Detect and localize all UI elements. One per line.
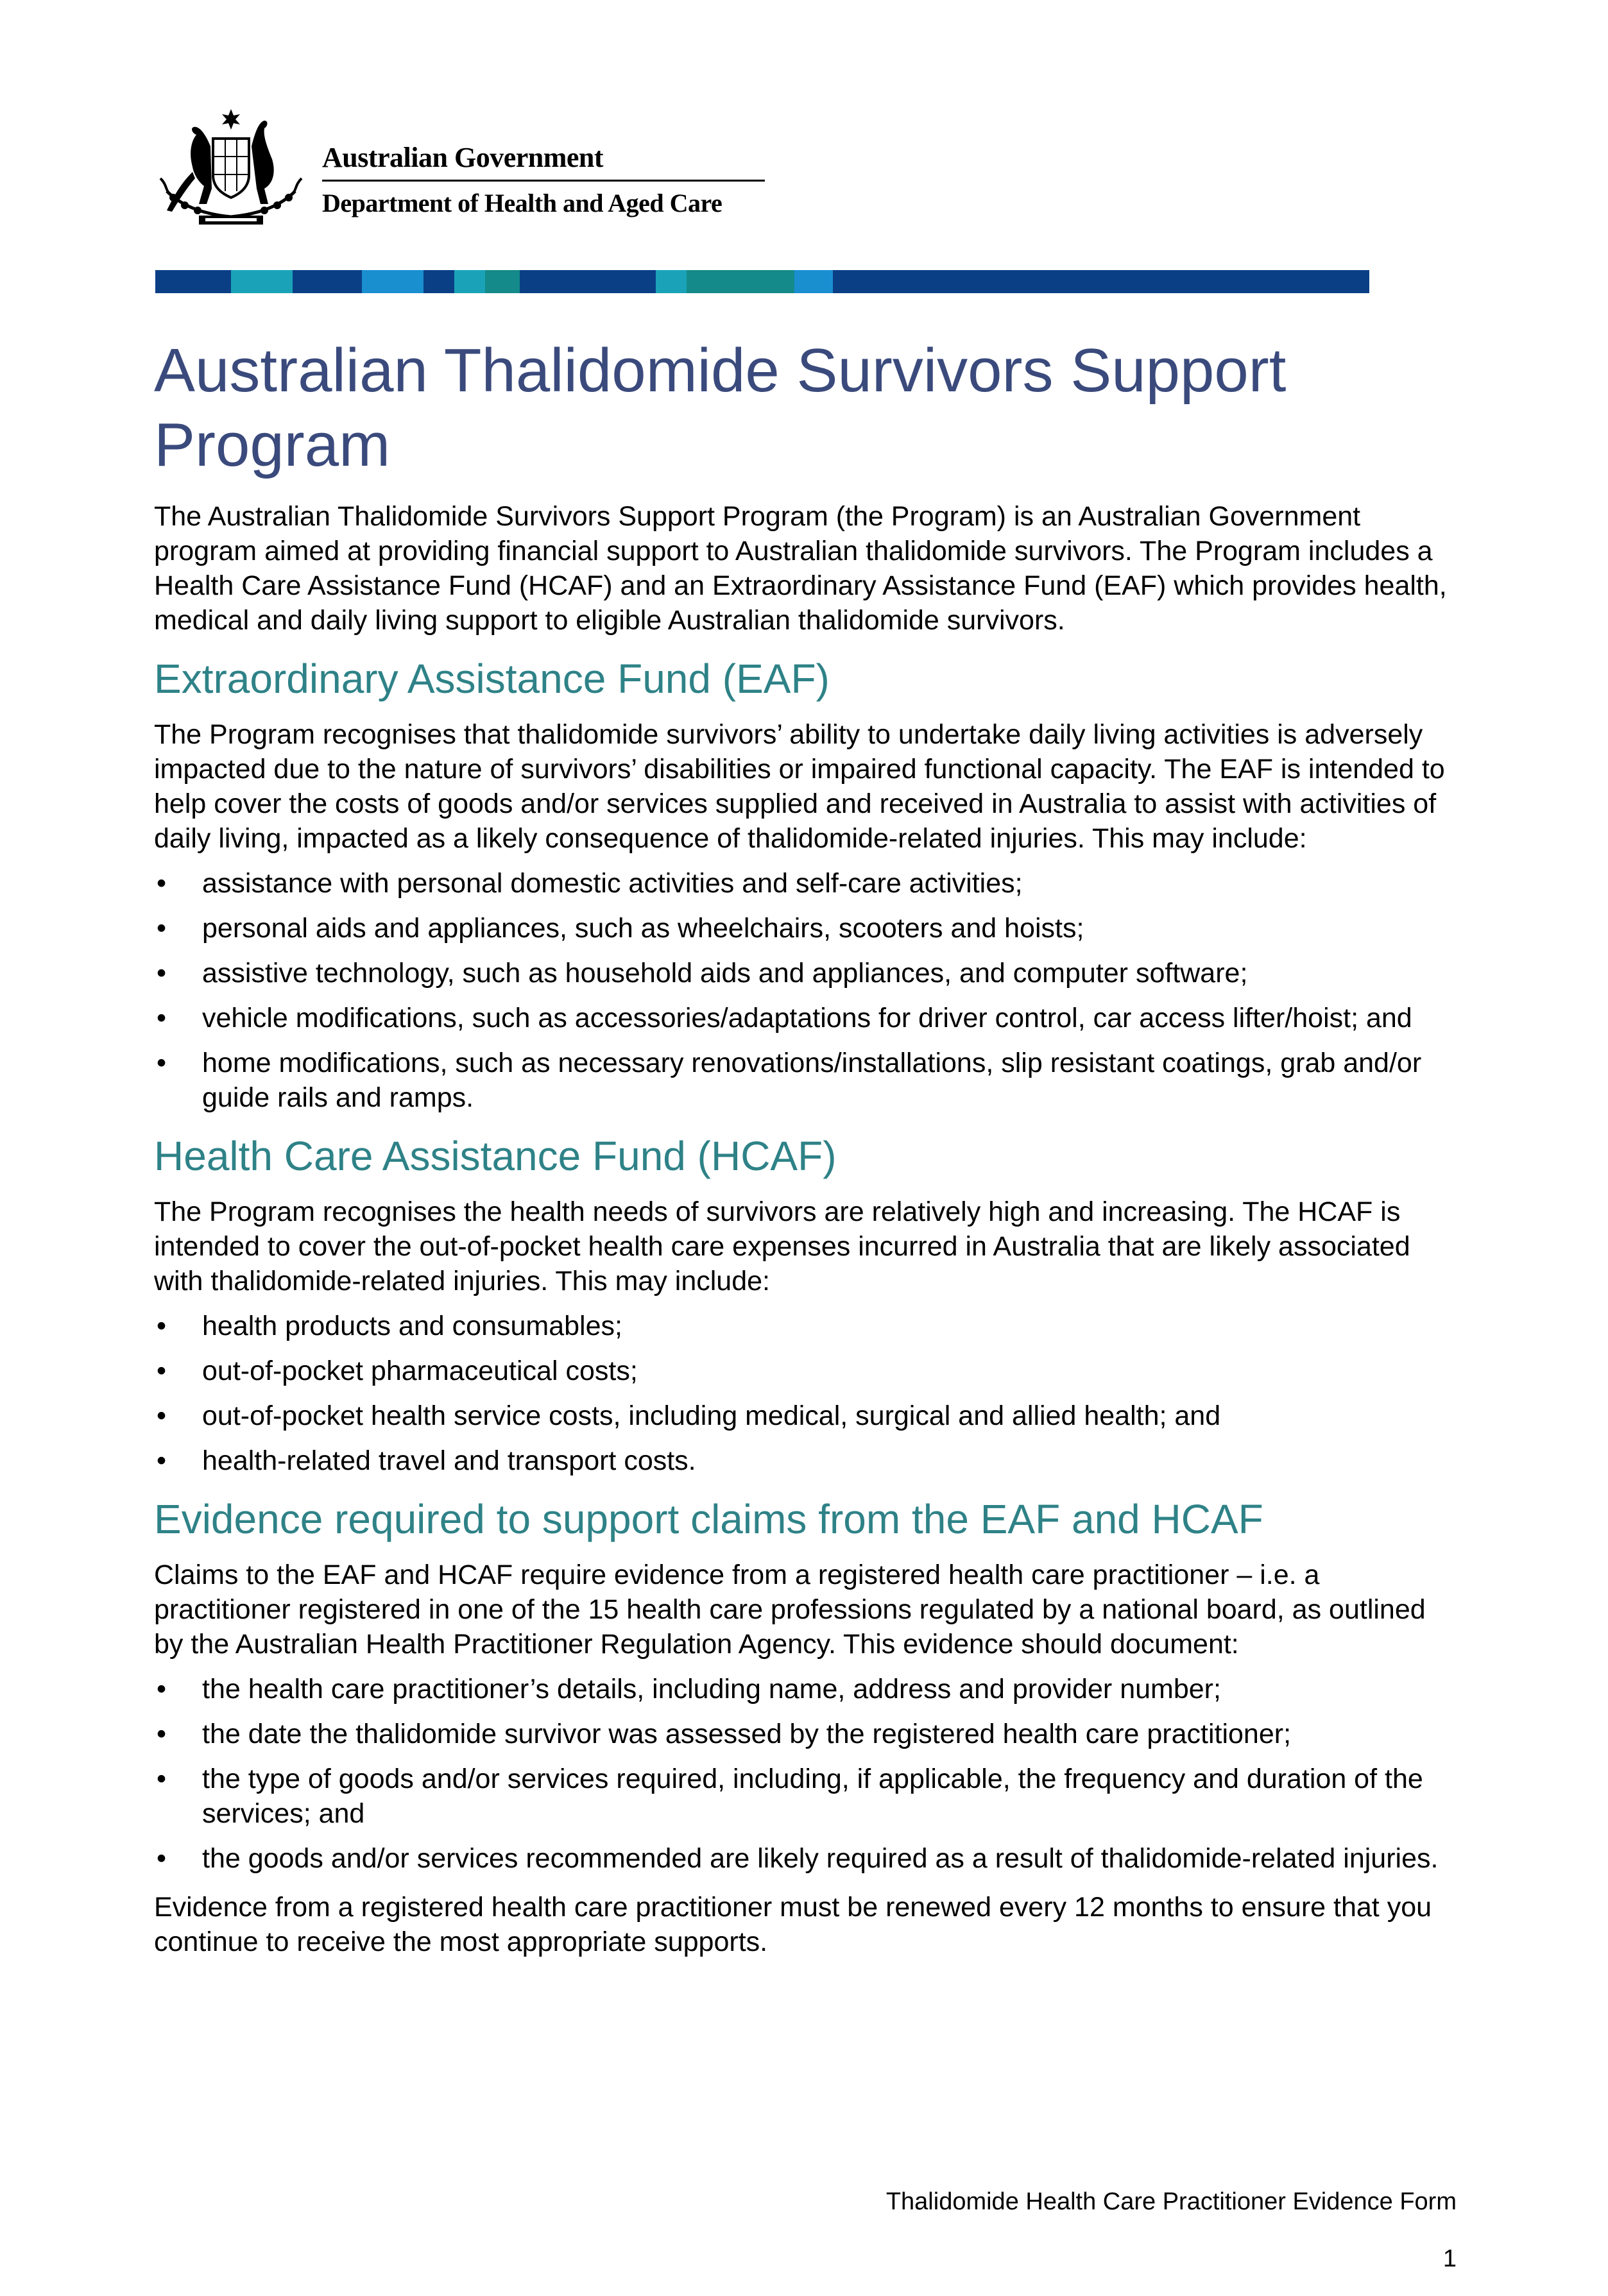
stripe-segment (656, 270, 687, 293)
hcaf-paragraph: The Program recognises the health needs of survivors are relatively high and increasing. The HCAF is intended to cover the out-of-pocket health care expenses incurred in Australia that are likely associated with thalidomide-related injuries. This may include: (154, 1196, 1410, 1297)
eaf-section (154, 653, 1457, 1115)
hcaf-section (154, 1130, 1457, 1478)
list-item: • the goods and/or services recommended are likely required as a result of thalidomide-related injuries. (154, 1841, 1457, 1876)
evidence-list (154, 1672, 1457, 1876)
stripe-segment (231, 270, 293, 293)
eaf-heading: Extraordinary Assistance Fund (EAF) (154, 656, 830, 702)
list-item: • health-related travel and transport costs. (154, 1443, 1457, 1478)
eaf-list (154, 866, 1457, 1115)
document-body (154, 334, 1457, 1959)
list-item: • the health care practitioner’s details, including name, address and provider number; (154, 1672, 1457, 1706)
stripe-segment (423, 270, 454, 293)
government-logo (154, 108, 770, 226)
stripe-segment (794, 270, 833, 293)
list-item: • assistance with personal domestic activities and self-care activities; (154, 866, 1457, 901)
department-name: Department of Health and Aged Care (322, 189, 723, 217)
intro-paragraph: The Australian Thalidomide Survivors Support Program (the Program) is an Australian Government program aimed at providing financial support to Australian thalidomide survivors. The Program includes a Health Care Assistance Fund (HCAF) and an Extraordinary Assistance Fund (EAF) which provides health, medical and daily living support to eligible Australian thalidomide survivors. (154, 501, 1447, 636)
hcaf-heading: Health Care Assistance Fund (HCAF) (154, 1133, 837, 1179)
logo-divider (322, 180, 765, 182)
page-number: 1 (1442, 2245, 1457, 2272)
evidence-paragraph: Claims to the EAF and HCAF require evidence from a registered health care practitioner – i.e. a practitioner registered in one of the 15 health care professions regulated by a national board, as outlined by the Australian Health Practitioner Regulation Agency. This evidence should document: (154, 1560, 1426, 1660)
stripe-segment (362, 270, 423, 293)
list-item: • assistive technology, such as household aids and appliances, and computer software; (154, 956, 1457, 991)
list-item: • home modifications, such as necessary renovations/installations, slip resistant coatings, grab and/or guide rails and ramps. (154, 1046, 1457, 1115)
stripe-segment (454, 270, 485, 293)
hcaf-list (154, 1309, 1457, 1478)
commonwealth-coat-of-arms-icon (154, 108, 308, 226)
evidence-heading: Evidence required to support claims from the EAF and HCAF (154, 1496, 1263, 1542)
list-item: • out-of-pocket pharmaceutical costs; (154, 1354, 1457, 1388)
stripe-segment (520, 270, 656, 293)
stripe-segment (687, 270, 794, 293)
government-name: Australian Government (322, 142, 604, 173)
list-item: • personal aids and appliances, such as wheelchairs, scooters and hoists; (154, 911, 1457, 946)
stripe-segment (833, 270, 1369, 293)
decorative-stripe (155, 270, 1369, 293)
stripe-segment (155, 270, 231, 293)
page-title: Australian Thalidomide Survivors Support Program (154, 336, 1287, 479)
stripe-segment (485, 270, 520, 293)
stripe-segment (293, 270, 362, 293)
list-item: • the type of goods and/or services required, including, if applicable, the frequency and duration of the services; and (154, 1762, 1457, 1831)
eaf-paragraph: The Program recognises that thalidomide survivors’ ability to undertake daily living activities is adversely impacted due to the nature of survivors’ disabilities or impaired functional capacity. The EAF is intended to help cover the costs of goods and/or services supplied and received in Australia to assist with activities of daily living, impacted as a likely consequence of thalidomide-related injuries. This may include: (154, 719, 1445, 854)
list-item: • out-of-pocket health service costs, including medical, surgical and allied health; and (154, 1399, 1457, 1433)
footer-document-title: Thalidomide Health Care Practitioner Evidence Form (885, 2188, 1457, 2215)
evidence-closing-paragraph: Evidence from a registered health care practitioner must be renewed every 12 months to ensure that you continue to receive the most appropriate supports. (154, 1892, 1432, 1957)
list-item: • health products and consumables; (154, 1309, 1457, 1343)
evidence-section (154, 1493, 1457, 1959)
list-item: • vehicle modifications, such as accessories/adaptations for driver control, car access lifter/hoist; and (154, 1001, 1457, 1035)
list-item: • the date the thalidomide survivor was assessed by the registered health care practitioner; (154, 1717, 1457, 1751)
